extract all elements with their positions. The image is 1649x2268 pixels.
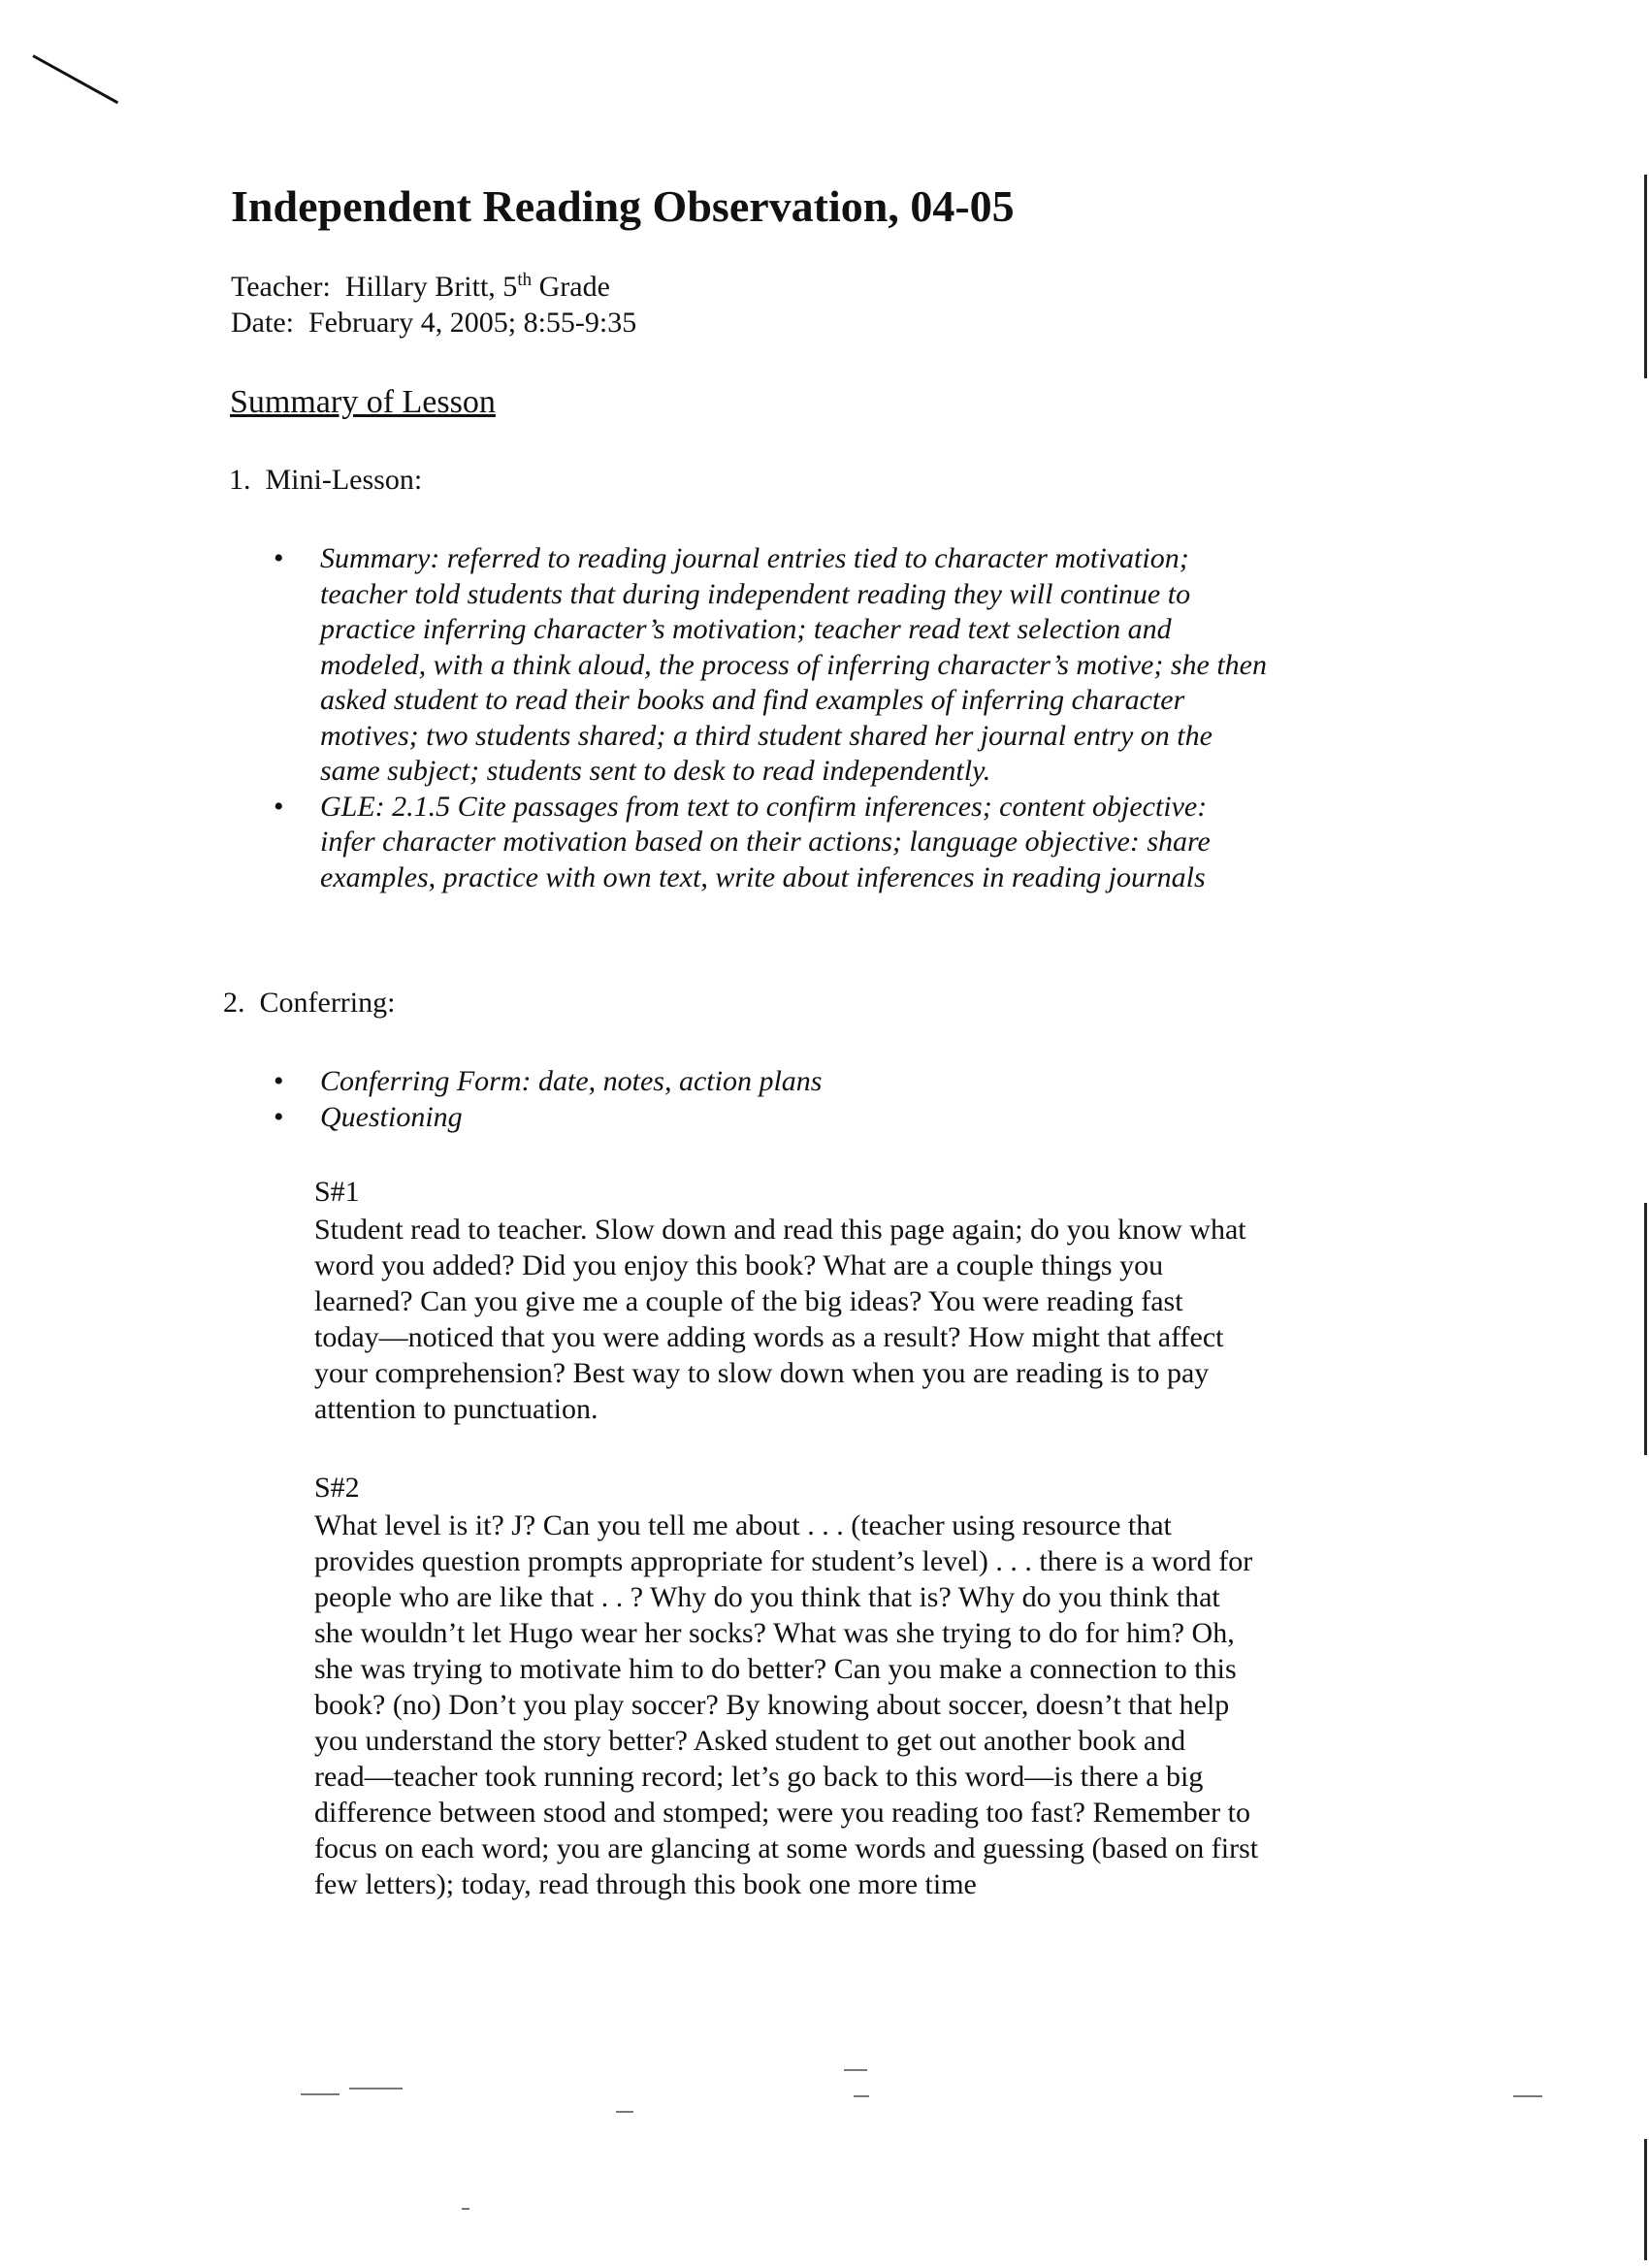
- scan-noise: [349, 2088, 403, 2090]
- teacher-label: Teacher:: [231, 271, 331, 303]
- section-conferring-heading: [223, 987, 395, 1020]
- text-line: asked student to read their books and find examples of inferring character: [320, 684, 1185, 716]
- section-number: 1.: [229, 464, 251, 496]
- text-line: today—noticed that you were adding words as a result? How might that affect: [314, 1321, 1224, 1353]
- scan-noise: [616, 2111, 633, 2113]
- text-line: she was trying to motivate him to do better? Can you make a connection to this: [314, 1653, 1237, 1685]
- date-label: Date:: [231, 307, 294, 339]
- section-number: 2.: [223, 987, 245, 1019]
- page-title: Independent Reading Observation, 04-05: [231, 181, 1015, 231]
- scan-edge-line-top: [1644, 175, 1647, 378]
- text-line: What level is it? J? Can you tell me about . . . (teacher using resource that: [314, 1509, 1172, 1541]
- teacher-grade: Grade: [538, 271, 610, 303]
- text-line: practice inferring character’s motivation; teacher read text selection and: [320, 613, 1172, 645]
- student-1-notes: [314, 1174, 1246, 1427]
- text-line: provides question prompts appropriate for student’s level) . . . there is a word for: [314, 1545, 1253, 1577]
- student-id: S#2: [314, 1472, 360, 1504]
- text-line: Summary: referred to reading journal entries tied to character motivation;: [320, 542, 1189, 574]
- text-line: modeled, with a think aloud, the process of inferring character’s motive; she then: [320, 648, 1267, 681]
- scan-noise: [844, 2069, 867, 2071]
- text-line: difference between stood and stomped; were you reading too fast? Remember to: [314, 1797, 1250, 1829]
- student-id: S#1: [314, 1176, 360, 1208]
- scan-edge-line-bottom: [1644, 2139, 1647, 2260]
- mini-lesson-bullets: [0, 541, 1267, 895]
- bullet-icon: •: [274, 790, 284, 823]
- student-2-notes: [314, 1470, 1258, 1902]
- text-line: your comprehension? Best way to slow down when you are reading is to pay: [314, 1357, 1210, 1389]
- observation-meta: [231, 269, 636, 340]
- pen-stroke-mark: [32, 54, 118, 104]
- questioning-bullet: [0, 1100, 822, 1136]
- scan-edge-line-middle: [1644, 1203, 1647, 1455]
- scan-noise: [1513, 2095, 1542, 2097]
- conferring-form-bullet: [0, 1064, 822, 1100]
- conferring-bullets: [0, 1064, 822, 1135]
- date-value: February 4, 2005; 8:55-9:35: [307, 307, 637, 339]
- gle-bullet: [0, 790, 1267, 896]
- text-line: learned? Can you give me a couple of the big ideas? You were reading fast: [314, 1285, 1183, 1317]
- text-line: same subject; students sent to desk to read independently.: [320, 755, 991, 787]
- summary-bullet: [0, 541, 1267, 790]
- scan-noise: [301, 2093, 340, 2095]
- bullet-icon: •: [274, 1065, 284, 1097]
- text-line: infer character motivation based on their actions; language objective: share: [320, 826, 1211, 858]
- text-line: Conferring Form: date, notes, action plans: [320, 1065, 823, 1097]
- summary-heading: Summary of Lesson: [230, 384, 496, 420]
- text-line: you understand the story better? Asked student to get out another book and: [314, 1725, 1186, 1757]
- text-line: examples, practice with own text, write about inferences in reading journals: [320, 860, 1206, 893]
- text-line: book? (no) Don’t you play soccer? By knowing about soccer, doesn’t that help: [314, 1689, 1230, 1721]
- text-line: Questioning: [320, 1100, 463, 1133]
- teacher-name: Hillary Britt, 5: [344, 271, 518, 303]
- text-line: motives; two students shared; a third student shared her journal entry on the: [320, 719, 1212, 752]
- text-line: GLE: 2.1.5 Cite passages from text to confirm inferences; content objective:: [320, 790, 1208, 823]
- text-line: people who are like that . . ? Why do you think that is? Why do you think that: [314, 1581, 1220, 1613]
- text-line: few letters); today, read through this book one more time: [314, 1868, 977, 1900]
- date-line: [231, 305, 636, 340]
- scan-noise: [462, 2208, 469, 2210]
- text-line: she wouldn’t let Hugo wear her socks? What was she trying to do for him? Oh,: [314, 1617, 1235, 1649]
- section-label: Mini-Lesson:: [265, 464, 423, 496]
- text-line: attention to punctuation.: [314, 1393, 598, 1425]
- text-line: Student read to teacher. Slow down and read this page again; do you know what: [314, 1214, 1246, 1246]
- bullet-icon: •: [274, 1100, 284, 1133]
- bullet-icon: •: [274, 542, 284, 574]
- text-line: word you added? Did you enjoy this book? What are a couple things you: [314, 1249, 1164, 1281]
- text-line: teacher told students that during independent reading they will continue to: [320, 577, 1191, 610]
- section-label: Conferring:: [259, 987, 396, 1019]
- teacher-line: [231, 269, 636, 305]
- text-line: read—teacher took running record; let’s go back to this word—is there a big: [314, 1761, 1204, 1793]
- scan-noise: [854, 2095, 869, 2097]
- grade-suffix: th: [517, 270, 533, 290]
- text-line: focus on each word; you are glancing at some words and guessing (based on first: [314, 1832, 1259, 1864]
- section-mini-lesson-heading: [229, 464, 422, 497]
